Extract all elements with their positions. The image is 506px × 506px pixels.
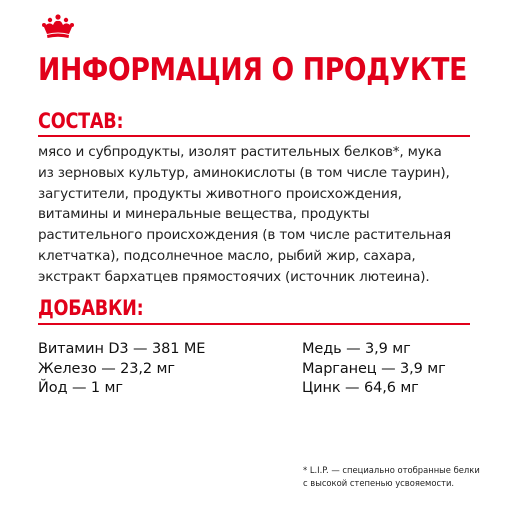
additives-heading: ДОБАВКИ: (38, 296, 144, 320)
composition-line: мясо и субпродукты, изолят растительных белков*, мука (38, 144, 442, 160)
composition-text (38, 142, 478, 288)
page-title: ИНФОРМАЦИЯ О ПРОДУКТЕ (38, 52, 468, 88)
composition-line: клетчатка), подсолнечное масло, рыбий жир, сахара, (38, 247, 416, 264)
composition-divider (38, 135, 470, 137)
footnote-line: * L.I.P. — специально отобранные белки (303, 465, 480, 475)
footnote-line: с высокой степенью усвояемости. (303, 478, 455, 488)
additive-item: Витамин D3 — 381 МЕ (38, 341, 206, 357)
composition-line: витамины и минеральные вещества, продукты (38, 206, 370, 223)
additives-right-column (302, 340, 446, 399)
additives-divider (38, 323, 470, 325)
composition-line: загустители, продукты животного происхождения, (38, 185, 402, 202)
additive-item: Медь — 3,9 мг (302, 341, 411, 357)
footnote (303, 464, 480, 490)
additive-item: Марганец — 3,9 мг (302, 360, 446, 377)
additive-item: Цинк — 64,6 мг (302, 380, 419, 396)
crown-logo-icon (41, 14, 75, 40)
composition-line: из зерновых культур, аминокислоты (в том числе таурин), (38, 164, 450, 181)
composition-line: растительного происхождения (в том числе растительная (38, 227, 452, 244)
additive-item: Железо — 23,2 мг (38, 360, 175, 377)
additive-item: Йод — 1 мг (38, 380, 123, 396)
additives-left-column (38, 340, 205, 399)
composition-heading: СОСТАВ: (38, 109, 124, 133)
composition-line: экстракт бархатцев прямостоячих (источник лютеина). (38, 268, 430, 285)
